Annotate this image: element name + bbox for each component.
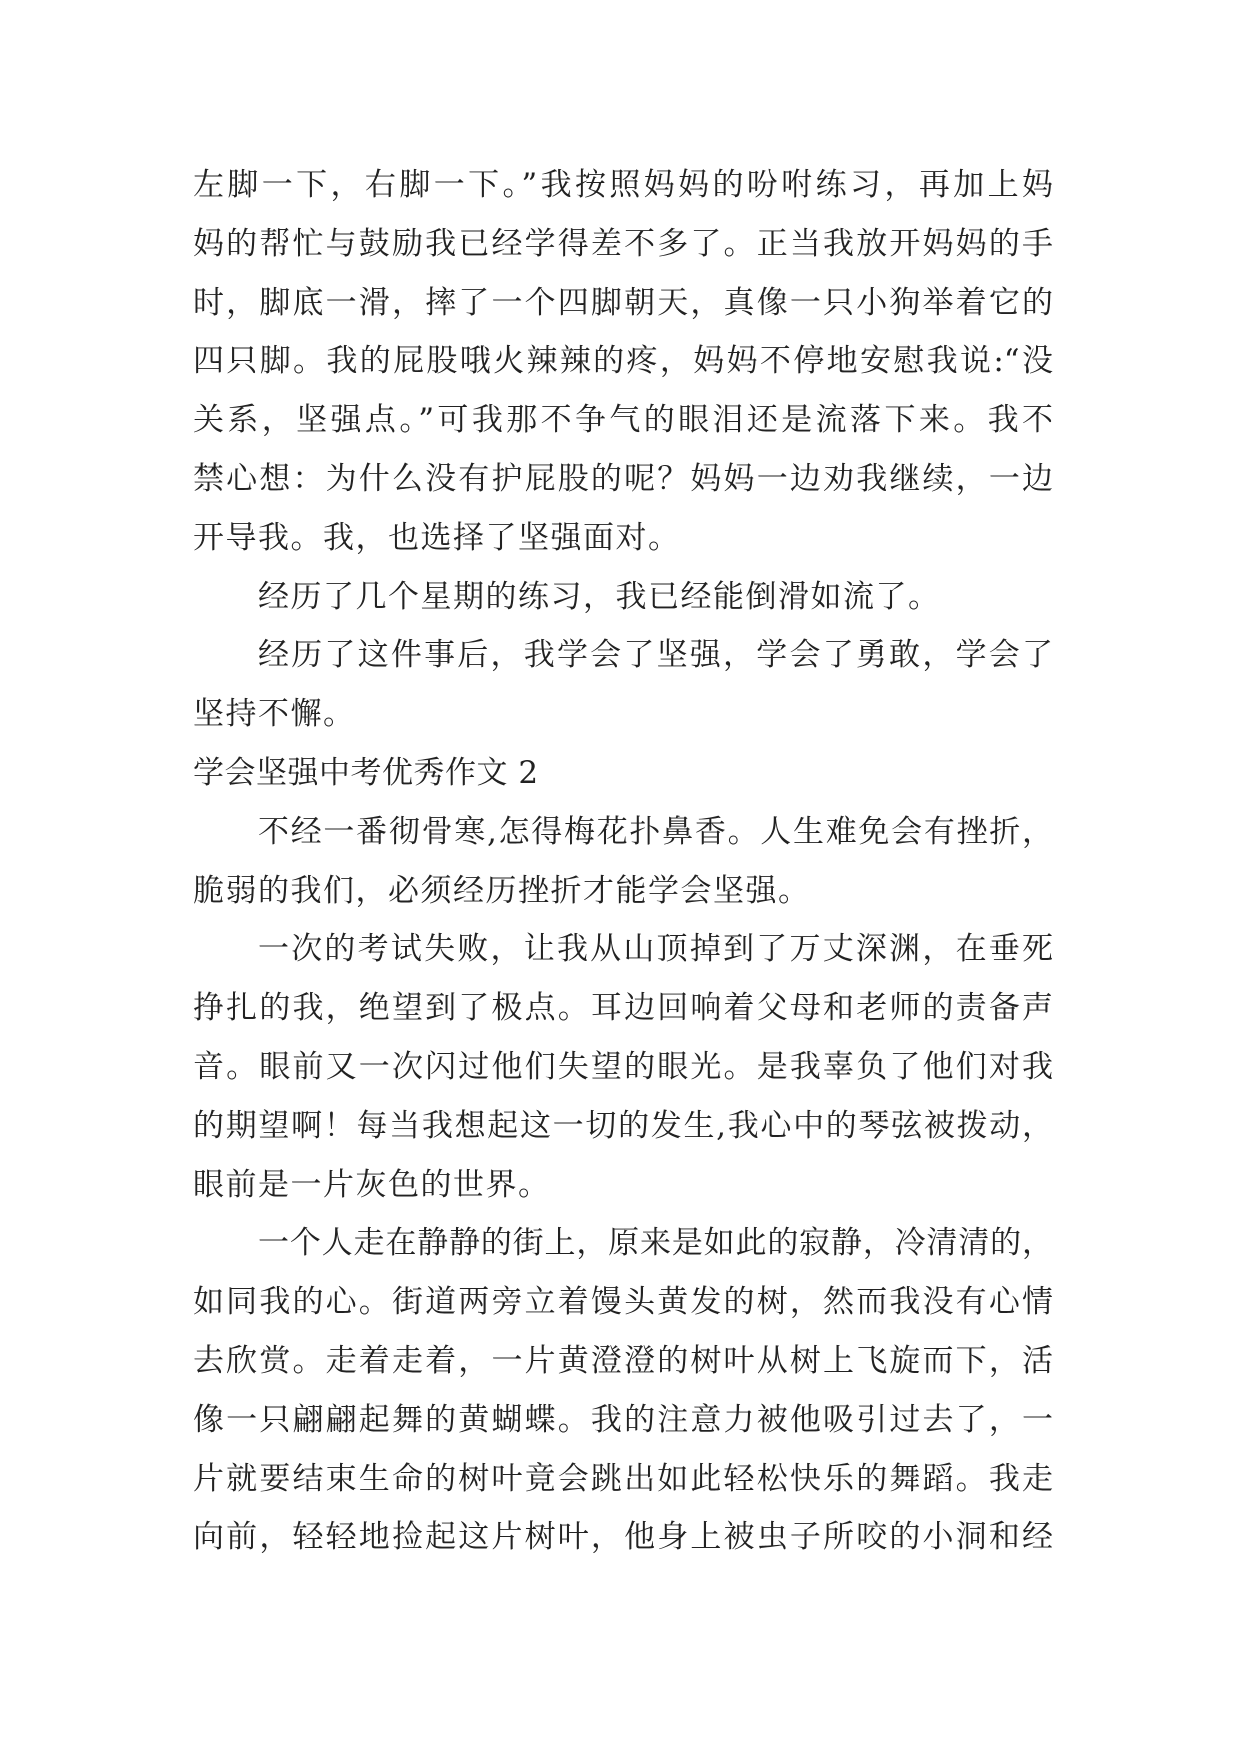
text-line: 一次的考试失败，让我从山顶掉到了万丈深渊，在垂死 [258, 931, 1053, 968]
text-line: 如同我的心。街道两旁立着馒头黄发的树，然而我没有心情 [193, 1284, 1053, 1321]
text-line: 音。眼前又一次闪过他们失望的眼光。是我辜负了他们对我 [193, 1048, 1053, 1085]
essay-2-paragraph [193, 1214, 1053, 1567]
text-line: 时，脚底一滑，摔了一个四脚朝天，真像一只小狗举着它的 [193, 284, 1053, 321]
essay-1-paragraph [193, 626, 1053, 744]
text-line: 向前，轻轻地捡起这片树叶，他身上被虫子所咬的小洞和经 [193, 1519, 1053, 1556]
essay-2-paragraph [193, 803, 1053, 921]
text-line: 经历了这件事后，我学会了坚强，学会了勇敢，学会了 [258, 637, 1053, 674]
text-line: 关系，坚强点。”可我那不争气的眼泪还是流落下来。我不 [193, 402, 1053, 439]
text-line: 妈的帮忙与鼓励我已经学得差不多了。正当我放开妈妈的手 [193, 225, 1053, 262]
text-line: 不经一番彻骨寒,怎得梅花扑鼻香。人生难免会有挫折， [258, 813, 1053, 850]
text-line: 四只脚。我的屁股哦火辣辣的疼，妈妈不停地安慰我说:“没 [193, 343, 1053, 380]
text-line: 挣扎的我，绝望到了极点。耳边回响着父母和老师的责备声 [193, 990, 1053, 1027]
text-line: 脆弱的我们，必须经历挫折才能学会坚强。 [193, 872, 811, 909]
text-line: 片就要结束生命的树叶竟会跳出如此轻松快乐的舞蹈。我走 [193, 1460, 1053, 1497]
text-line: 眼前是一片灰色的世界。 [193, 1166, 551, 1203]
text-line: 左脚一下，右脚一下。”我按照妈妈的吩咐练习，再加上妈 [193, 167, 1053, 203]
document-body [193, 156, 1053, 1567]
essay-title: 学会坚强中考优秀作文 2 [193, 754, 539, 791]
text-line: 经历了几个星期的练习，我已经能倒滑如流了。 [258, 578, 941, 615]
text-line: 的期望啊！每当我想起这一切的发生,我心中的琴弦被拨动， [193, 1107, 1053, 1144]
text-line: 去欣赏。走着走着，一片黄澄澄的树叶从树上飞旋而下，活 [193, 1342, 1053, 1379]
essay-1-paragraph [193, 568, 1053, 627]
text-line: 开导我。我，也选择了坚强面对。 [193, 519, 681, 556]
text-line: 禁心想：为什么没有护屁股的呢？妈妈一边劝我继续，一边 [193, 460, 1053, 497]
text-line: 一个人走在静静的街上，原来是如此的寂静，冷清清的， [258, 1225, 1053, 1262]
essay-2-paragraph [193, 920, 1053, 1214]
essay-1-paragraph [193, 156, 1053, 568]
text-line: 像一只翩翩起舞的黄蝴蝶。我的注意力被他吸引过去了，一 [193, 1401, 1053, 1438]
text-line: 坚持不懈。 [193, 696, 356, 733]
